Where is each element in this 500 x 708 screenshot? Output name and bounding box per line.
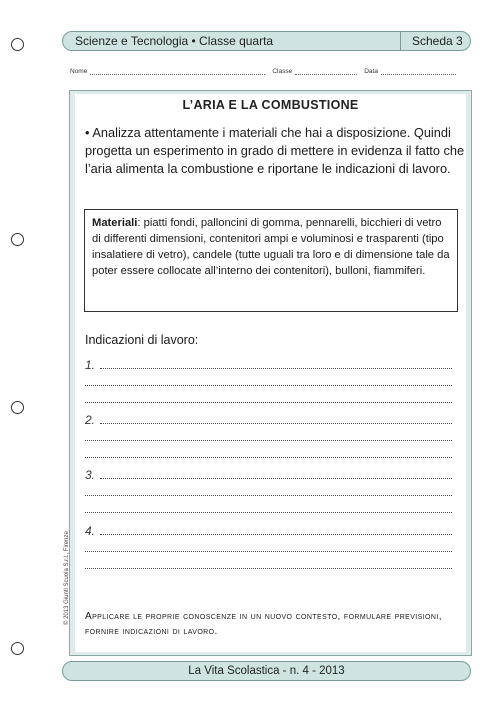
class-field[interactable]	[295, 68, 357, 75]
instruction-paragraph	[85, 124, 465, 178]
answer-line[interactable]	[100, 423, 452, 424]
student-info-row	[70, 68, 470, 75]
step-number: 1.	[85, 358, 96, 372]
class-label: Classe	[272, 68, 293, 75]
answer-line[interactable]	[85, 551, 452, 552]
answer-line[interactable]	[85, 402, 452, 403]
work-instructions-heading: Indicazioni di lavoro:	[85, 333, 199, 347]
copyright-notice: © 2013 Giunti Scuola S.r.l., Firenze	[64, 531, 70, 625]
answer-line[interactable]	[85, 568, 452, 569]
answer-line[interactable]	[85, 457, 452, 458]
name-field[interactable]	[90, 68, 265, 75]
binder-hole-1	[11, 38, 24, 51]
header-divider	[400, 32, 401, 50]
answer-line[interactable]	[85, 440, 452, 441]
step-number: 4.	[85, 524, 96, 538]
answer-line[interactable]	[100, 368, 452, 369]
materials-box	[84, 209, 458, 312]
instruction-text: Analizza attentamente i materiali che hai a disposizione. Quindi progetta un esperimento in grado di mettere in evidenza il fatto che l’aria alimenta la combustione e riportane le indicazioni di lavoro.	[85, 125, 465, 176]
worksheet-title: L’ARIA E LA COMBUSTIONE	[182, 98, 359, 112]
answer-line[interactable]	[85, 512, 452, 513]
step-number: 2.	[85, 413, 96, 427]
answer-line[interactable]	[85, 495, 452, 496]
name-label: Nome	[70, 68, 88, 75]
binder-hole-2	[11, 233, 24, 246]
binder-hole-3	[11, 401, 24, 414]
answer-line[interactable]	[85, 385, 452, 386]
materials-text: : piatti fondi, palloncini di gomma, pennarelli, bicchieri di vetro di differenti dimensioni, contenitori ampi e voluminosi e trasparenti (tipo insalatiere di vetro), candele (tutte uguali tra loro e di dimensione tale da poter essere collocate all’interno dei contenitori), bulloni, fiammiferi.	[92, 217, 450, 277]
answer-line[interactable]	[100, 478, 452, 479]
binder-hole-4	[11, 642, 24, 655]
header-bar	[62, 31, 471, 51]
subject-label: Scienze e Tecnologia • Classe quarta	[75, 34, 274, 48]
competence-note: Applicare le proprie conoscenze in un nuovo contesto, formulare previsioni, fornire indicazioni di lavoro.	[85, 611, 442, 637]
step-number: 3.	[85, 468, 96, 482]
footer-bar	[62, 661, 471, 681]
date-field[interactable]	[381, 68, 456, 75]
sheet-number: Scheda 3	[412, 34, 463, 48]
publication-label: La Vita Scolastica - n. 4 - 2013	[188, 665, 345, 677]
bullet-icon: •	[85, 125, 90, 140]
date-label: Data	[364, 68, 378, 75]
answer-line[interactable]	[100, 534, 452, 535]
materials-label: Materiali	[92, 217, 138, 229]
